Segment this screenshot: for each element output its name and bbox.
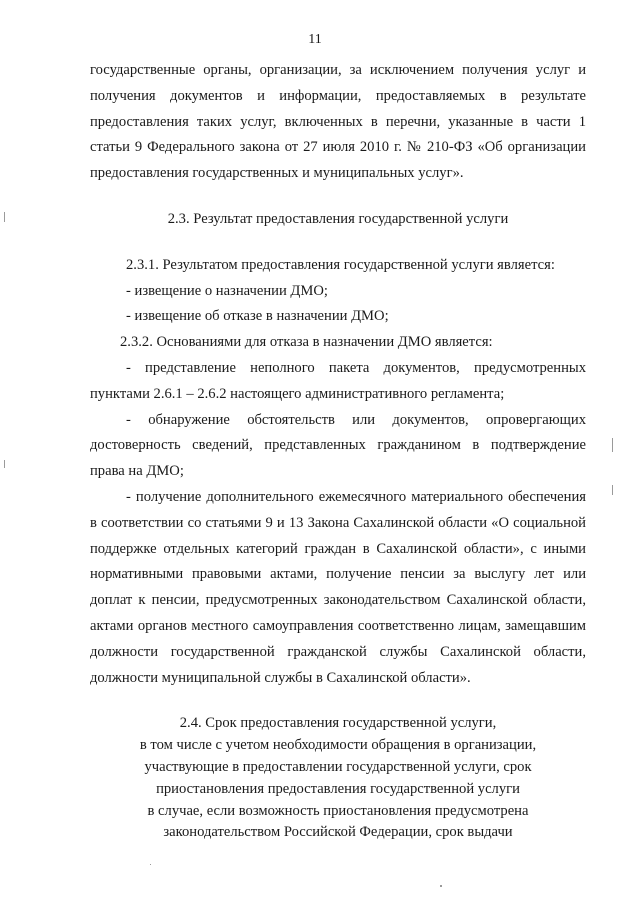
heading-line: в случае, если возможность приостановления предусмотрена [147, 802, 529, 819]
text-line: - обнаружение обстоятельств или документов, опровергающих [126, 411, 586, 428]
text-line: доплат к пенсии, предусмотренных законодательством Сахалинской области, [90, 592, 586, 609]
item-2-3-1: 2.3.1. Результатом предоставления государственной услуги является: [126, 256, 555, 273]
text-line: государственные органы, организации, за исключением получения услуг и [90, 62, 586, 78]
text-line: пунктами 2.6.1 – 2.6.2 настоящего административного регламента; [90, 385, 505, 402]
result-item: - извещение об отказе в назначении ДМО; [126, 308, 389, 325]
text-line: достоверность сведений, представленных гражданином в подтверждение [90, 437, 586, 454]
heading-line: участвующие в предоставлении государственной услуги, срок [144, 758, 532, 775]
text-line: поддержке отдельных категорий граждан в Сахалинской области», с иными [90, 540, 586, 557]
text-line: статьи 9 Федерального закона от 27 июля 2010 г. № 210-ФЗ «Об организации [90, 139, 586, 156]
text-line: должности государственной гражданской службы Сахалинской области, [90, 643, 586, 660]
text-line: актами органов местного самоуправления соответственно лицам, замещавшим [90, 617, 586, 634]
text-line: получения документов и информации, предоставляемых в результате [90, 87, 586, 104]
section-heading-2-4 [90, 713, 586, 844]
page-number: 11 [308, 32, 322, 47]
scan-mark [4, 212, 5, 222]
ground-2 [90, 408, 586, 485]
item-2-3-2: 2.3.2. Основаниями для отказа в назначении ДМО является: [120, 334, 493, 351]
scan-mark [150, 864, 151, 865]
text-line: - получение дополнительного ежемесячного материального обеспечения [126, 488, 586, 505]
text-line: должности муниципальной службы в Сахалинской области». [90, 669, 471, 686]
text-line: предоставления государственных и муниципальных услуг». [90, 165, 464, 182]
text-line: права на ДМО; [90, 463, 184, 480]
text-line: предоставления таких услуг, включенных в перечни, указанные в части 1 [90, 113, 586, 130]
heading-line: приостановления предоставления государственной услуги [156, 780, 520, 797]
document-body [90, 58, 586, 844]
text-line: - представление неполного пакета документов, предусмотренных [126, 359, 586, 376]
heading-line: 2.4. Срок предоставления государственной услуги, [179, 715, 497, 732]
heading-line: законодательством Российской Федерации, срок выдачи [163, 824, 513, 841]
ground-3 [90, 485, 586, 691]
scan-mark [4, 460, 5, 468]
heading-line: в том числе с учетом необходимости обращения в организации, [139, 737, 537, 754]
intro-paragraph [90, 58, 586, 187]
text-line: в соответствии со статьями 9 и 13 Закона Сахалинской области «О социальной [90, 514, 586, 531]
section-heading-2-3: 2.3. Результат предоставления государственной услуги [167, 210, 509, 227]
scan-mark [612, 438, 613, 452]
ground-1 [90, 356, 586, 408]
text-line: нормативными правовыми актами, получение пенсии за выслугу лет или [90, 566, 586, 583]
scan-mark [612, 485, 613, 495]
scan-mark [440, 885, 442, 887]
result-item: - извещение о назначении ДМО; [126, 282, 328, 299]
